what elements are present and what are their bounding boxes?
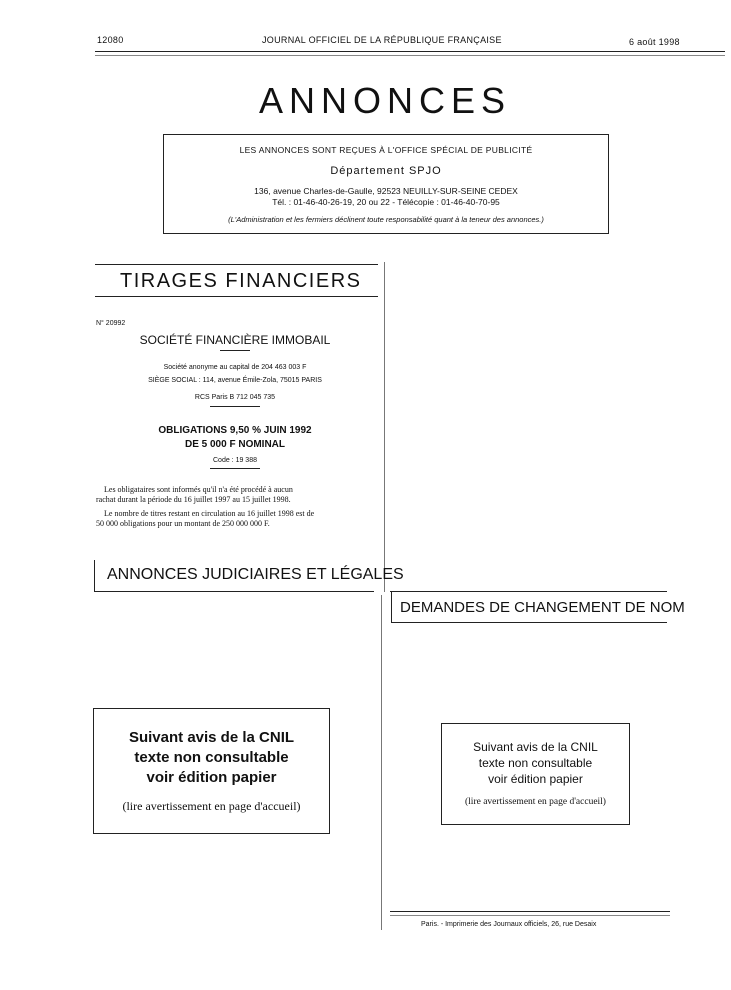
changement-nom-heading: DEMANDES DE CHANGEMENT DE NOM bbox=[400, 599, 685, 616]
paragraph-2-line2: 50 000 obligations pour un montant de 250 000 000 F. bbox=[96, 519, 270, 528]
tirages-rule-top bbox=[95, 264, 378, 265]
paragraph-2-line1: Le nombre de titres restant en circulation au 16 juillet 1998 est de bbox=[104, 509, 315, 518]
cnil-right-note: (lire avertissement en page d'accueil) bbox=[465, 797, 606, 807]
cnil-notice-right bbox=[441, 723, 630, 825]
company-underline bbox=[220, 350, 250, 351]
judiciaires-heading-box bbox=[94, 560, 404, 592]
changement-rule-left bbox=[391, 592, 392, 622]
column-divider-top bbox=[384, 262, 385, 592]
changement-rule-bottom bbox=[391, 622, 667, 623]
cnil-right-line3: voir édition papier bbox=[488, 772, 583, 786]
cnil-notice-left bbox=[93, 708, 330, 834]
cnil-right-line2: texte non consultable bbox=[478, 756, 593, 770]
tirages-heading: TIRAGES FINANCIERS bbox=[120, 270, 362, 292]
code-underline bbox=[210, 468, 260, 469]
announcement-number: N° 20992 bbox=[96, 320, 126, 327]
publicity-info-box bbox=[163, 134, 609, 234]
page-number: 12080 bbox=[97, 35, 124, 45]
obligations-line1: OBLIGATIONS 9,50 % JUIN 1992 bbox=[158, 425, 312, 436]
box-disclaimer: (L'Administration et les fermiers déclinent toute responsabilité quant à la teneur des annonces.) bbox=[228, 215, 544, 224]
company-siege: SIÈGE SOCIAL : 114, avenue Émile-Zola, 75015 PARIS bbox=[148, 377, 322, 384]
box-address: 136, avenue Charles-de-Gaulle, 92523 NEUILLY-SUR-SEINE CEDEX bbox=[254, 186, 518, 196]
page-title: ANNONCES bbox=[258, 80, 512, 121]
cnil-right-line1: Suivant avis de la CNIL bbox=[473, 740, 598, 754]
footer-rule bbox=[390, 911, 670, 912]
header-rule-thin bbox=[95, 55, 725, 56]
tirages-rule-bottom bbox=[95, 296, 378, 297]
cnil-left-line1: Suivant avis de la CNIL bbox=[128, 729, 295, 746]
company-rcs: RCS Paris B 712 045 735 bbox=[194, 394, 276, 401]
paragraph-1-line2: rachat durant la période du 16 juillet 1997 au 15 juillet 1998. bbox=[96, 495, 291, 504]
obligations-code: Code : 19 388 bbox=[213, 457, 257, 464]
header-rule bbox=[95, 51, 725, 52]
column-divider-bottom bbox=[381, 595, 382, 930]
cnil-left-line3: voir édition papier bbox=[146, 769, 277, 786]
paragraph-1-line1: Les obligataires sont informés qu'il n'a été procédé à aucun bbox=[104, 485, 293, 494]
judiciaires-heading: ANNONCES JUDICIAIRES ET LÉGALES bbox=[107, 566, 404, 583]
cnil-left-line2: texte non consultable bbox=[134, 749, 289, 766]
changement-rule-top bbox=[390, 591, 667, 592]
cnil-left-note: (lire avertissement en page d'accueil) bbox=[122, 799, 301, 813]
journal-title: JOURNAL OFFICIEL DE LA RÉPUBLIQUE FRANÇAISE bbox=[262, 35, 502, 45]
company-name: SOCIÉTÉ FINANCIÈRE IMMOBAIL bbox=[139, 333, 331, 347]
obligations-line2: DE 5 000 F NOMINAL bbox=[184, 439, 286, 450]
footer-rule-thin bbox=[390, 915, 670, 916]
issue-date: 6 août 1998 bbox=[629, 37, 680, 47]
box-phone: Tél. : 01-46-40-26-19, 20 ou 22 - Télécopie : 01-46-40-70-95 bbox=[272, 197, 500, 207]
company-capital: Société anonyme au capital de 204 463 003 F bbox=[163, 364, 307, 371]
footer-imprint: Paris. - Imprimerie des Journaux officiels, 26, rue Desaix bbox=[421, 921, 597, 928]
box-department: Département SPJO bbox=[330, 165, 442, 177]
rcs-underline bbox=[210, 406, 260, 407]
box-line-reception: LES ANNONCES SONT REÇUES À L'OFFICE SPÉCIAL DE PUBLICITÉ bbox=[239, 145, 533, 155]
